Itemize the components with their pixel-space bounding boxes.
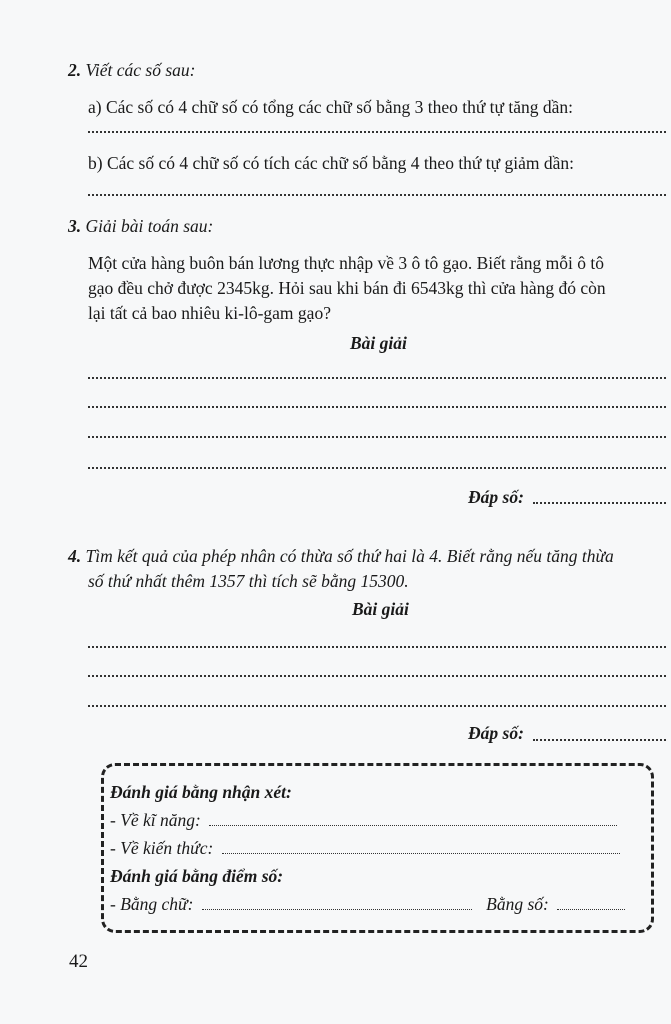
question-4-line-1 — [68, 544, 614, 568]
question-4-line-2: số thứ nhất thêm 1357 thì tích sẽ bằng 15300. — [88, 571, 409, 591]
question-number: 3. — [68, 216, 82, 236]
in-numbers-label: Bằng số: — [486, 894, 549, 914]
question-2-heading — [68, 58, 196, 82]
problem-line-3: lại tất cả bao nhiêu ki-lô-gam gạo? — [88, 303, 331, 323]
comment-evaluation-title: Đánh giá bằng nhận xét: — [110, 782, 292, 802]
question-number: 4. — [68, 546, 82, 566]
question-text: Tìm kết quả của phép nhân có thừa số thứ hai là 4. Biết rằng nếu tăng thừa — [85, 546, 614, 566]
answer-line — [202, 909, 472, 910]
answer-line — [88, 646, 666, 648]
problem-line-1: Một cửa hàng buôn bán lương thực nhập về 3 ô tô gạo. Biết rằng mỗi ô tô — [88, 253, 604, 273]
skills-row — [110, 809, 630, 831]
in-words-label: - Bằng chữ: — [110, 894, 194, 914]
question-2b-text: b) Các số có 4 chữ số có tích các chữ số bằng 4 theo thứ tự giảm dần: — [88, 153, 575, 173]
answer-line — [88, 705, 666, 707]
answer-line — [88, 406, 666, 408]
skills-label: - Về kĩ năng: — [110, 810, 201, 830]
answer-line — [533, 739, 666, 741]
answer-line — [88, 194, 666, 196]
answer-line — [88, 467, 666, 469]
answer-line — [533, 502, 666, 504]
answer-label: Đáp số: — [468, 723, 524, 743]
answer-line — [557, 909, 625, 910]
answer-line — [88, 436, 666, 438]
problem-line-2: gạo đều chở được 2345kg. Hỏi sau khi bán đi 6543kg thì cửa hàng đó còn — [88, 278, 606, 298]
solution-label: Bài giải — [350, 333, 407, 353]
answer-label: Đáp số: — [468, 487, 524, 507]
score-evaluation-title: Đánh giá bằng điểm số: — [110, 866, 284, 886]
answer-line — [88, 675, 666, 677]
question-3-heading — [68, 214, 213, 238]
knowledge-label: - Về kiến thức: — [110, 838, 214, 858]
page-number: 42 — [69, 951, 88, 972]
question-number: 2. — [68, 60, 82, 80]
knowledge-row — [110, 837, 630, 859]
answer-line — [88, 131, 666, 133]
evaluation-box — [101, 763, 654, 933]
answer-line — [209, 825, 617, 826]
answer-line — [222, 853, 620, 854]
question-2a-text: a) Các số có 4 chữ số có tổng các chữ số bằng 3 theo thứ tự tăng dần: — [88, 97, 574, 117]
question-title: Viết các số sau: — [85, 60, 196, 80]
solution-label: Bài giải — [352, 599, 409, 619]
score-row — [110, 893, 630, 915]
question-title: Giải bài toán sau: — [85, 216, 214, 236]
answer-line — [88, 377, 666, 379]
